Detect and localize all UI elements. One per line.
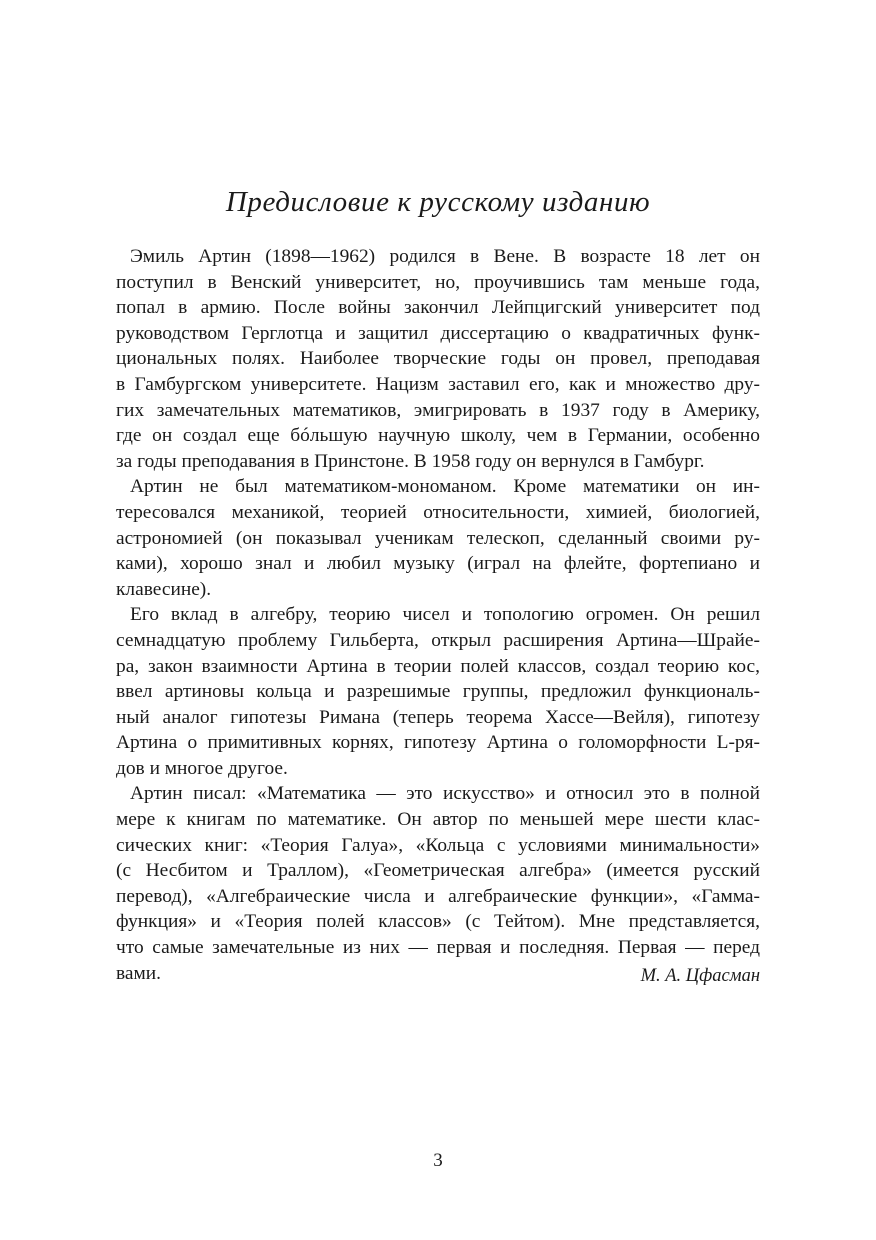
text-line: (с Несбитом и Траллом), «Геометрическая алгебра» (имеется русский <box>116 860 760 882</box>
text-line: ками), хорошо знал и любил музыку (играл на флейте, фортепиано и <box>116 553 760 575</box>
text-line: дов и многое другое. <box>116 757 288 779</box>
preface-body <box>116 244 760 986</box>
page-title: Предисловие к русскому изданию <box>225 186 651 218</box>
text-line: руководством Герглотца и защитил диссертацию о квадратичных функ- <box>116 322 760 344</box>
text-line: в Гамбургском университете. Нацизм заставил его, как и множество дру- <box>116 373 760 395</box>
text-line: сических книг: «Теория Галуа», «Кольца с условиями минимальности» <box>116 834 760 856</box>
paragraph-3 <box>116 602 760 781</box>
text-line: ный аналог гипотезы Римана (теперь теорема Хассе—Вейля), гипотезу <box>116 706 760 728</box>
text-line: клавесине). <box>116 578 212 600</box>
text-line: перевод), «Алгебраические числа и алгебраические функции», «Гамма- <box>116 885 760 907</box>
text-line: вами. <box>116 962 162 984</box>
paragraph-2 <box>116 474 760 602</box>
text-line: Артин писал: «Математика — это искусство» и относил это в полной <box>130 783 760 805</box>
paragraph-4 <box>116 781 760 986</box>
page-number: 3 <box>433 1150 443 1171</box>
text-line: за годы преподавания в Принстоне. В 1958 году он вернулся в Гамбург. <box>116 450 705 472</box>
text-line: где он создал еще бóльшую научную школу, чем в Германии, особенно <box>116 425 760 447</box>
text-line: ра, закон взаимности Артина в теории полей классов, создал теорию кос, <box>116 655 760 677</box>
text-line: циональных полях. Наиболее творческие годы он провел, преподавая <box>116 348 760 370</box>
author-signature: М. А. Цфасман <box>640 966 760 986</box>
text-line: Артина о примитивных корнях, гипотезу Артина о голоморфности L-ря- <box>116 732 760 754</box>
text-line: семнадцатую проблему Гильберта, открыл расширения Артина—Шрайе- <box>116 629 760 651</box>
text-line: поступил в Венский университет, но, проучившись там меньше года, <box>116 271 760 293</box>
text-line: попал в армию. После войны закончил Лейпцигский университет под <box>116 297 760 319</box>
text-line: ввел артиновы кольца и разрешимые группы, предложил функциональ- <box>116 681 760 703</box>
text-line: что самые замечательные из них — первая и последняя. Первая — перед <box>116 937 760 959</box>
paragraph-1 <box>116 244 760 474</box>
text-line: гих замечательных математиков, эмигрировать в 1937 году в Америку, <box>116 399 760 421</box>
text-line: Эмиль Артин (1898—1962) родился в Вене. В возрасте 18 лет он <box>130 246 760 267</box>
text-line: Артин не был математиком-мономаном. Кроме математики он ин- <box>130 476 760 498</box>
text-line: астрономией (он показывал ученикам телескоп, сделанный своими ру- <box>116 527 760 549</box>
text-line: функция» и «Теория полей классов» (с Тейтом). Мне представляется, <box>116 911 760 933</box>
text-line: тересовался механикой, теорией относительности, химией, биологией, <box>116 501 760 523</box>
text-line: Его вклад в алгебру, теорию чисел и топологию огромен. Он решил <box>130 604 760 626</box>
text-line: мере к книгам по математике. Он автор по меньшей мере шести клас- <box>116 809 760 831</box>
